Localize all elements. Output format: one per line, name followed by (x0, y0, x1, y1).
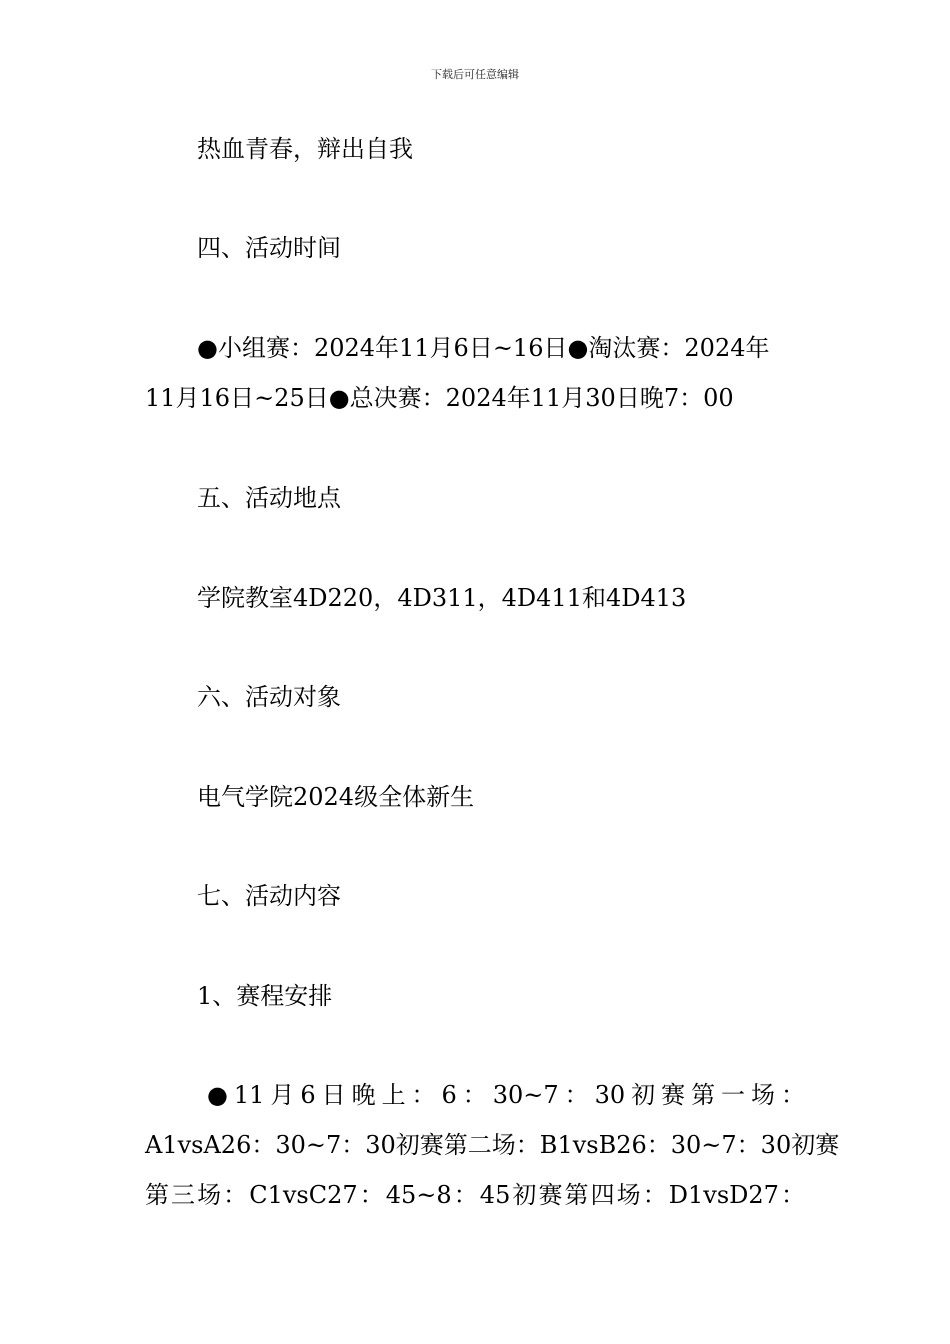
slogan-text: 热血青春，辩出自我 (197, 135, 413, 163)
subsection-title-schedule: 1、赛程安排 (197, 982, 333, 1010)
location-text: 学院教室4D220，4D311，4D411和4D413 (197, 584, 687, 612)
time-paragraph (145, 323, 805, 423)
audience-text: 电气学院2024级全体新生 (197, 783, 475, 811)
schedule-line-1: ●11月6日晚上：6：30~7：30初赛第一场： (207, 1081, 805, 1109)
schedule-paragraph (145, 1070, 840, 1220)
section-title-time: 四、活动时间 (197, 234, 341, 262)
time-line-1: ●小组赛：2024年11月6日~16日●淘汰赛：2024年 (197, 334, 770, 362)
time-line-2: 11月16日~25日●总决赛：2024年11月30日晚7：00 (145, 384, 734, 412)
section-title-location: 五、活动地点 (197, 484, 341, 512)
schedule-line-3: 第三场：C1vsC27：45~8：45初赛第四场：D1vsD27： (145, 1181, 805, 1209)
schedule-line-2: A1vsA26：30~7：30初赛第二场：B1vsB26：30~7：30初赛 (145, 1131, 840, 1159)
section-title-audience: 六、活动对象 (197, 683, 341, 711)
header-note: 下载后可任意编辑 (431, 68, 519, 81)
section-title-content: 七、活动内容 (197, 882, 341, 910)
